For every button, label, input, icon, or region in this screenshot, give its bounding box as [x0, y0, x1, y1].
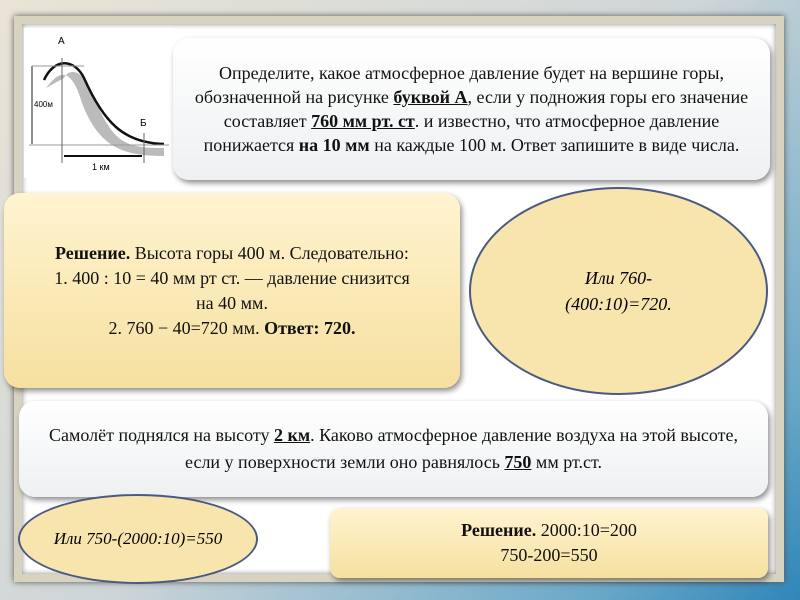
solution-2: Решение. 2000:10=200 750-200=550 — [330, 508, 768, 578]
label-a: А — [58, 36, 65, 47]
height-label: 400м — [34, 100, 53, 109]
distance-label: 1 км — [92, 162, 110, 172]
task-1: Определите, какое атмосферное давление будет на вершине горы, обозначенной на рисунке буквой А, если у подножия горы его значение составляет 760 мм рт. ст. и известно, что атмосферное давление понижается на 10 мм на каждые 100 м. Ответ запишите в виде числа. — [173, 38, 770, 180]
task-2: Самолёт поднялся на высоту 2 км. Каково атмосферное давление воздуха на этой высоте, если у поверхности земли оно равнялось 750 мм рт.ст. — [19, 401, 768, 497]
mountain-figure — [24, 28, 174, 178]
alt-solution-1: Или 760-(400:10)=720. — [469, 187, 768, 395]
solution-1: Решение. Высота горы 400 м. Следовательно: 1. 400 : 10 = 40 мм рт ст. — давление снизится на 40 мм. 2. 760 − 40=720 мм. Ответ: 720. — [4, 193, 460, 388]
alt-solution-2: Или 750-(2000:10)=550 — [18, 494, 258, 584]
label-b: Б — [140, 118, 147, 129]
